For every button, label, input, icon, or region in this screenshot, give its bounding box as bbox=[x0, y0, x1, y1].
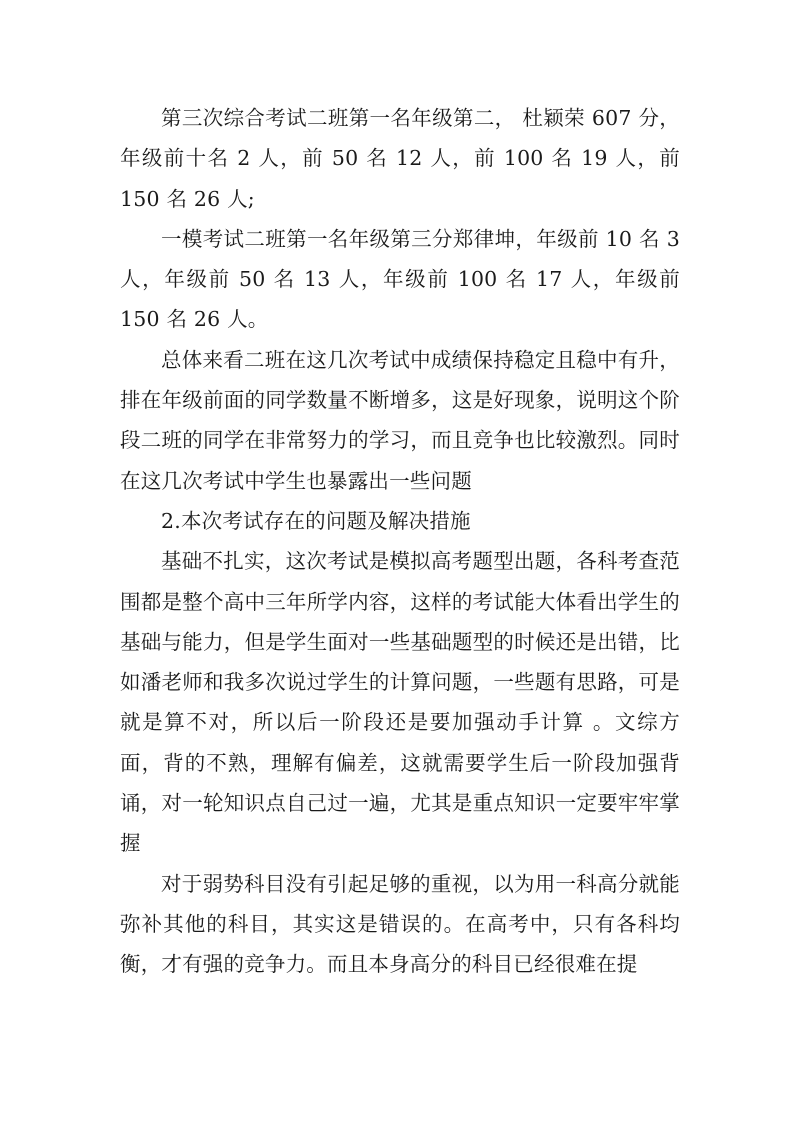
paragraph-overall-summary: 总体来看二班在这几次考试中成绩保持稳定且稳中有升，排在年级前面的同学数量不断增多，这是好现象，说明这个阶段二班的同学在非常努力的学习，而且竞争也比较激烈。同时在这几次考试中学生也暴露出一些问题 bbox=[120, 347, 680, 493]
document-body bbox=[120, 98, 680, 985]
paragraph-mock-exam-results: 一模考试二班第一名年级第三分郑律坤，年级前 10 名 3 人，年级前 50 名 13 人，年级前 100 名 17 人，年级前 150 名 26 人。 bbox=[120, 226, 680, 332]
paragraph-weak-subjects: 对于弱势科目没有引起足够的重视，以为用一科高分就能弥补其他的科目，其实这是错误的。在高考中，只有各科均衡，才有强的竞争力。而且本身高分的科目已经很难在提 bbox=[120, 871, 680, 977]
section-heading-problems: 2.本次考试存在的问题及解决措施 bbox=[161, 508, 471, 533]
paragraph-exam3-results: 第三次综合考试二班第一名年级第二， 杜颖荣 607 分，年级前十名 2 人，前 50 名 12 人，前 100 名 19 人，前 150 名 26 人; bbox=[120, 106, 680, 211]
paragraph-weak-foundation: 基础不扎实，这次考试是模拟高考题型出题，各科考查范围都是整个高中三年所学内容，这样的考试能大体看出学生的基础与能力，但是学生面对一些基础题型的时候还是出错，比如潘老师和我多次说过学生的计算问题，一些题有思路，可是就是算不对，所以后一阶段还是要加强动手计算 。文综方面，背的不熟，理解有偏差，这就需要学生后一阶段加强背诵，对一轮知识点自己过一遍，尤其是重点知识一定要牢牢掌握 bbox=[120, 549, 680, 856]
